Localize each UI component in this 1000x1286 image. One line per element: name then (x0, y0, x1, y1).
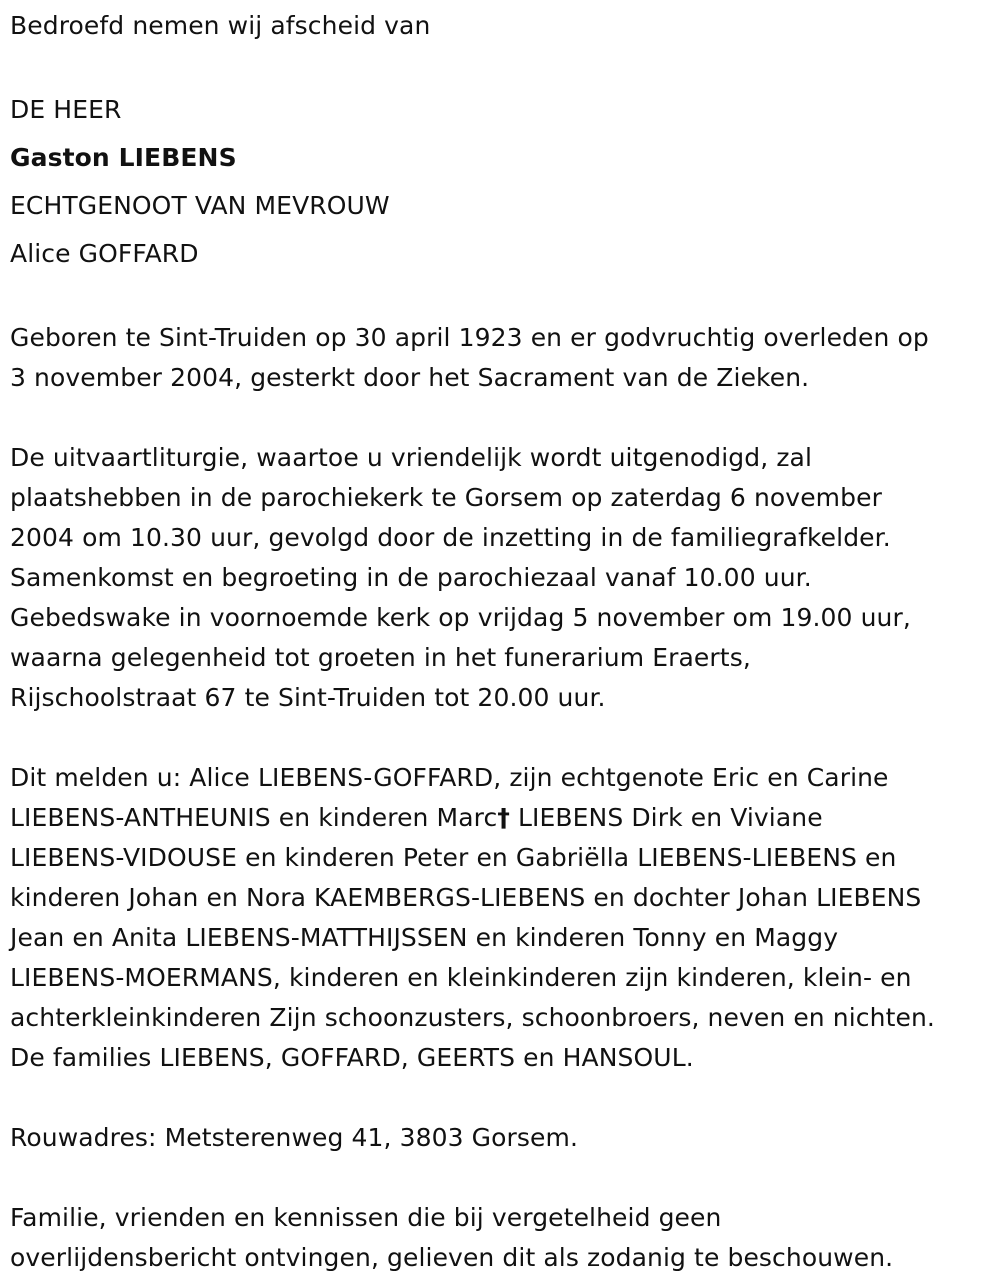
funeral-paragraph (10, 438, 990, 718)
deceased-name: Gaston LIEBENS (10, 143, 237, 172)
paragraph-line: Jean en Anita LIEBENS-MATTHIJSSEN en kinderen Tonny en Maggy (10, 923, 839, 952)
paragraph-line: Dit melden u: Alice LIEBENS-GOFFARD, zijn echtgenote Eric en Carine (10, 763, 889, 792)
family-paragraph (10, 758, 990, 1078)
paragraph-line: Gebedswake in voornoemde kerk op vrijdag 5 november om 19.00 uur, (10, 603, 911, 632)
family-text: LIEBENS-ANTHEUNIS en kinderen Marc (10, 803, 498, 832)
cross-icon: † (497, 803, 510, 832)
paragraph-line: plaatshebben in de parochiekerk te Gorsem op zaterdag 6 november (10, 483, 882, 512)
paragraph-line (10, 798, 990, 838)
paragraph-line: LIEBENS-MOERMANS, kinderen en kleinkinderen zijn kinderen, klein- en (10, 963, 912, 992)
spouse-title: ECHTGENOOT VAN MEVROUW (10, 191, 390, 220)
paragraph-line: LIEBENS-VIDOUSE en kinderen Peter en Gabriëlla LIEBENS-LIEBENS en (10, 843, 897, 872)
honorific: DE HEER (10, 95, 122, 124)
birth-death-paragraph (10, 318, 990, 398)
paragraph-line: Geboren te Sint-Truiden op 30 april 1923 en er godvruchtig overleden op (10, 323, 929, 352)
paragraph-line: 3 november 2004, gesterkt door het Sacrament van de Zieken. (10, 363, 810, 392)
mourning-address: Rouwadres: Metsterenweg 41, 3803 Gorsem. (10, 1123, 579, 1152)
paragraph-line: kinderen Johan en Nora KAEMBERGS-LIEBENS en dochter Johan LIEBENS (10, 883, 922, 912)
paragraph-line: 2004 om 10.30 uur, gevolgd door de inzetting in de familiegrafkelder. (10, 523, 891, 552)
spouse-name: Alice GOFFARD (10, 239, 199, 268)
address-paragraph (10, 1118, 990, 1158)
paragraph-line: De uitvaartliturgie, waartoe u vriendelijk wordt uitgenodigd, zal (10, 443, 813, 472)
paragraph-line: De families LIEBENS, GOFFARD, GEERTS en HANSOUL. (10, 1043, 694, 1072)
closing-paragraph (10, 1198, 990, 1278)
paragraph-line: waarna gelegenheid tot groeten in het funerarium Eraerts, (10, 643, 751, 672)
paragraph-line: Samenkomst en begroeting in de parochiezaal vanaf 10.00 uur. (10, 563, 812, 592)
intro-line: Bedroefd nemen wij afscheid van (10, 11, 431, 40)
family-text: LIEBENS Dirk en Viviane (509, 803, 823, 832)
paragraph-line: achterkleinkinderen Zijn schoonzusters, schoonbroers, neven en nichten. (10, 1003, 935, 1032)
paragraph-line: Rijschoolstraat 67 te Sint-Truiden tot 20.00 uur. (10, 683, 606, 712)
paragraph-line: Familie, vrienden en kennissen die bij vergetelheid geen (10, 1203, 722, 1232)
paragraph-line: overlijdensbericht ontvingen, gelieven dit als zodanig te beschouwen. (10, 1243, 894, 1272)
